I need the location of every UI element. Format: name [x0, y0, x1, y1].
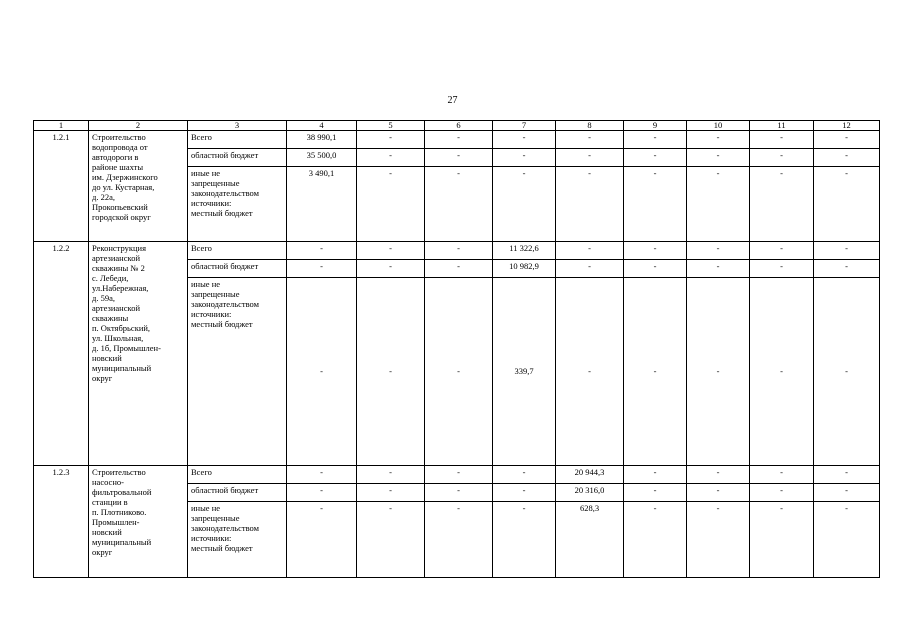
column-header: 7 [493, 121, 556, 131]
amount-cell: - [357, 242, 425, 260]
funding-source-line: Всего [191, 467, 212, 477]
funding-source [188, 260, 287, 278]
amount-cell: - [814, 131, 880, 149]
row-title-line: округ [92, 547, 113, 557]
row-code: 1.2.2 [34, 242, 89, 466]
funding-source [188, 466, 287, 484]
table-row [34, 466, 880, 484]
funding-source [188, 242, 287, 260]
column-header: 9 [624, 121, 687, 131]
column-header: 8 [556, 121, 624, 131]
row-title-line: районе шахты [92, 162, 144, 172]
row-title-line: станции в [92, 497, 128, 507]
row-code: 1.2.3 [34, 466, 89, 578]
amount-cell: - [687, 167, 750, 242]
amount-cell: - [814, 242, 880, 260]
funding-source-line: областной бюджет [191, 150, 259, 160]
amount-cell: - [624, 278, 687, 466]
amount-cell: - [814, 278, 880, 466]
row-title-line: п. Октябрьский, [92, 323, 151, 333]
amount-cell: - [287, 242, 357, 260]
funding-source-line: областной бюджет [191, 261, 259, 271]
funding-source [188, 502, 287, 578]
amount-cell: - [556, 260, 624, 278]
amount-cell: - [750, 131, 814, 149]
amount-cell: - [425, 167, 493, 242]
amount-cell: - [493, 149, 556, 167]
amount-cell: - [493, 484, 556, 502]
amount-cell: - [750, 242, 814, 260]
amount-cell: - [814, 149, 880, 167]
amount-cell: - [493, 502, 556, 578]
amount-cell: - [425, 484, 493, 502]
amount-cell: - [624, 484, 687, 502]
funding-source-line: источники: [191, 198, 232, 208]
amount-cell: - [687, 278, 750, 466]
amount-cell: - [687, 242, 750, 260]
funding-source-line: источники: [191, 533, 232, 543]
amount-cell: - [425, 260, 493, 278]
amount-cell: 628,3 [556, 502, 624, 578]
amount-cell: 339,7 [493, 278, 556, 466]
funding-source-line: иные не [191, 503, 221, 513]
amount-cell: - [814, 502, 880, 578]
column-header: 4 [287, 121, 357, 131]
row-title-line: новский [92, 527, 122, 537]
row-title-line: муниципальный [92, 537, 152, 547]
row-title-line: до ул. Кустарная, [92, 182, 155, 192]
funding-source-line: законодательством [191, 188, 260, 198]
amount-cell: - [750, 484, 814, 502]
row-title-line: ул. Школьная, [92, 333, 144, 343]
funding-source [188, 167, 287, 242]
amount-cell: 20 944,3 [556, 466, 624, 484]
column-header: 5 [357, 121, 425, 131]
amount-cell: - [624, 149, 687, 167]
amount-cell: - [357, 466, 425, 484]
row-title-line: скважины [92, 313, 129, 323]
amount-cell: - [624, 502, 687, 578]
funding-source-line: законодательством [191, 299, 260, 309]
row-title-line: насосно- [92, 477, 124, 487]
row-title-line: д. 1б, Промышлен- [92, 343, 161, 353]
amount-cell: - [287, 466, 357, 484]
row-title-line: ул.Набережная, [92, 283, 149, 293]
amount-cell: - [425, 242, 493, 260]
amount-cell: - [556, 242, 624, 260]
funding-source-line: Всего [191, 243, 212, 253]
amount-cell: - [287, 278, 357, 466]
amount-cell: 3 490,1 [287, 167, 357, 242]
funding-source-line: законодательством [191, 523, 260, 533]
amount-cell: - [357, 484, 425, 502]
amount-cell: 38 990,1 [287, 131, 357, 149]
funding-source-line: областной бюджет [191, 485, 259, 495]
amount-cell: - [750, 149, 814, 167]
row-title-line: округ [92, 373, 113, 383]
row-title [89, 466, 188, 578]
amount-cell: 20 316,0 [556, 484, 624, 502]
amount-cell: - [556, 149, 624, 167]
column-header: 12 [814, 121, 880, 131]
amount-cell: - [750, 502, 814, 578]
amount-cell: - [425, 131, 493, 149]
amount-cell: - [357, 278, 425, 466]
funding-source-line: иные не [191, 168, 221, 178]
column-header: 3 [188, 121, 287, 131]
amount-cell: - [357, 167, 425, 242]
amount-cell: - [493, 466, 556, 484]
row-title-line: муниципальный [92, 363, 152, 373]
table-row [34, 131, 880, 149]
row-title-line: водопровода от [92, 142, 148, 152]
row-title-line: Строительство [92, 132, 146, 142]
table-body [34, 131, 880, 578]
table-row [34, 242, 880, 260]
amount-cell: - [425, 149, 493, 167]
amount-cell: - [624, 260, 687, 278]
funding-source [188, 278, 287, 466]
budget-table [33, 120, 880, 578]
column-header: 10 [687, 121, 750, 131]
amount-cell: - [814, 466, 880, 484]
amount-cell: - [750, 167, 814, 242]
amount-cell: - [493, 167, 556, 242]
funding-source-line: местный бюджет [191, 543, 253, 553]
amount-cell: - [814, 260, 880, 278]
amount-cell: - [814, 167, 880, 242]
amount-cell: - [687, 502, 750, 578]
amount-cell: - [687, 131, 750, 149]
row-title-line: скважины № 2 [92, 263, 145, 273]
row-title-line: д. 22а, [92, 192, 115, 202]
funding-source-line: иные не [191, 279, 221, 289]
amount-cell: - [556, 167, 624, 242]
row-title-line: Промышлен- [92, 517, 140, 527]
amount-cell: 11 322,6 [493, 242, 556, 260]
amount-cell: - [687, 466, 750, 484]
column-header: 2 [89, 121, 188, 131]
row-title-line: новский [92, 353, 122, 363]
funding-source-line: местный бюджет [191, 319, 253, 329]
row-title-line: артезианской [92, 253, 140, 263]
funding-source-line: запрещенные [191, 513, 240, 523]
row-title-line: с. Лебеди, [92, 273, 129, 283]
amount-cell: 10 982,9 [493, 260, 556, 278]
row-title [89, 242, 188, 466]
amount-cell: - [750, 278, 814, 466]
amount-cell: - [357, 502, 425, 578]
amount-cell: - [624, 167, 687, 242]
funding-source-line: источники: [191, 309, 232, 319]
amount-cell: - [425, 466, 493, 484]
amount-cell: - [493, 131, 556, 149]
amount-cell: - [357, 131, 425, 149]
column-header: 1 [34, 121, 89, 131]
row-title-line: Строительство [92, 467, 146, 477]
funding-source-line: запрещенные [191, 289, 240, 299]
amount-cell: - [687, 149, 750, 167]
page-number: 27 [447, 95, 458, 106]
amount-cell: - [750, 260, 814, 278]
amount-cell: - [287, 502, 357, 578]
amount-cell: - [687, 484, 750, 502]
funding-source-line: Всего [191, 132, 212, 142]
row-title-line: Реконструкция [92, 243, 147, 253]
amount-cell: - [556, 278, 624, 466]
funding-source [188, 484, 287, 502]
amount-cell: - [687, 260, 750, 278]
amount-cell: - [624, 466, 687, 484]
row-title-line: п. Плотниково. [92, 507, 147, 517]
column-header-row [34, 121, 880, 131]
amount-cell: 35 500,0 [287, 149, 357, 167]
amount-cell: - [556, 131, 624, 149]
amount-cell: - [287, 260, 357, 278]
amount-cell: - [357, 260, 425, 278]
amount-cell: - [814, 484, 880, 502]
row-title-line: им. Дзержинского [92, 172, 158, 182]
funding-source [188, 149, 287, 167]
row-title-line: Прокопьевский [92, 202, 148, 212]
amount-cell: - [750, 466, 814, 484]
funding-source-line: запрещенные [191, 178, 240, 188]
row-title-line: городской округ [92, 212, 151, 222]
row-title-line: д. 59а, [92, 293, 115, 303]
funding-source [188, 131, 287, 149]
row-title-line: фильтровальной [92, 487, 152, 497]
row-title [89, 131, 188, 242]
column-header: 11 [750, 121, 814, 131]
amount-cell: - [357, 149, 425, 167]
amount-cell: - [624, 131, 687, 149]
amount-cell: - [425, 278, 493, 466]
amount-cell: - [287, 484, 357, 502]
funding-source-line: местный бюджет [191, 208, 253, 218]
row-code: 1.2.1 [34, 131, 89, 242]
column-header: 6 [425, 121, 493, 131]
row-title-line: артезианской [92, 303, 140, 313]
amount-cell: - [624, 242, 687, 260]
amount-cell: - [425, 502, 493, 578]
row-title-line: автодороги в [92, 152, 139, 162]
